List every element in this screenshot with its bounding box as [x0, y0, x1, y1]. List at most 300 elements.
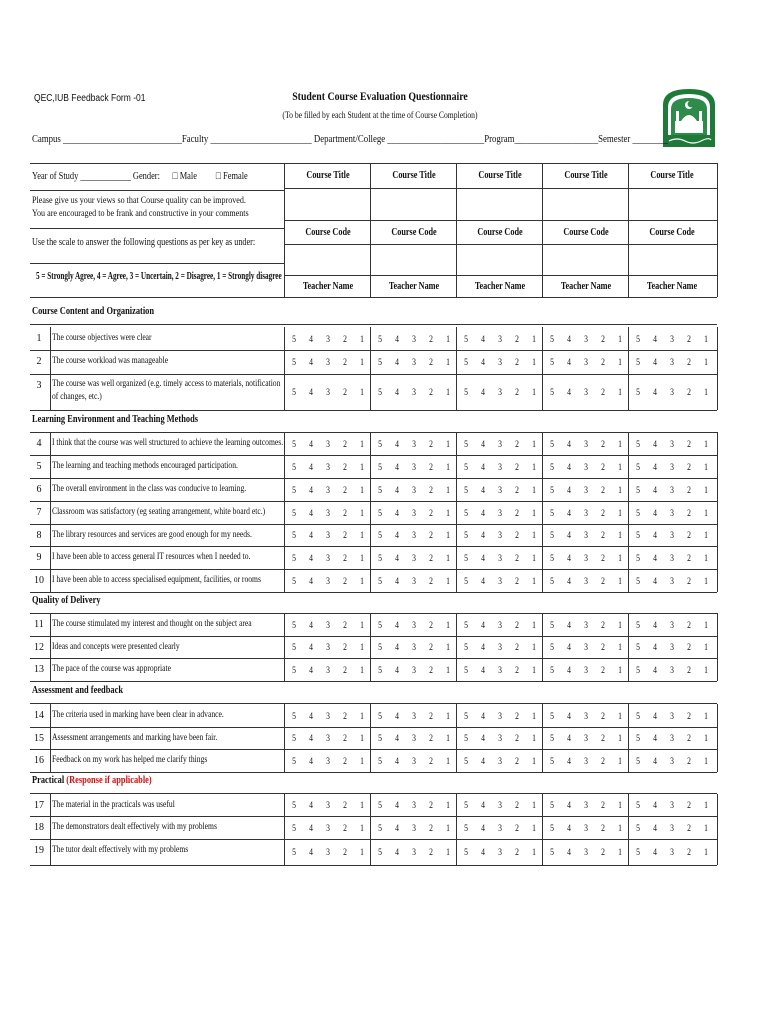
scale-option-3[interactable]: 3 — [584, 711, 588, 721]
scale-option-1[interactable]: 1 — [704, 665, 708, 675]
scale-option-3[interactable]: 3 — [584, 387, 588, 397]
scale-option-3[interactable]: 3 — [326, 620, 330, 630]
scale-option-3[interactable]: 3 — [498, 334, 502, 344]
scale-option-4[interactable]: 4 — [395, 387, 399, 397]
scale-option-5[interactable]: 5 — [636, 800, 640, 810]
scale-option-2[interactable]: 2 — [687, 462, 691, 472]
scale-option-5[interactable]: 5 — [550, 665, 554, 675]
scale-option-3[interactable]: 3 — [326, 508, 330, 518]
scale-option-2[interactable]: 2 — [343, 334, 347, 344]
scale-option-4[interactable]: 4 — [309, 665, 313, 675]
scale-option-3[interactable]: 3 — [670, 439, 674, 449]
scale-option-2[interactable]: 2 — [687, 530, 691, 540]
scale-option-1[interactable]: 1 — [618, 620, 622, 630]
scale-option-5[interactable]: 5 — [636, 620, 640, 630]
scale-option-5[interactable]: 5 — [292, 733, 296, 743]
scale-option-2[interactable]: 2 — [343, 756, 347, 766]
scale-option-2[interactable]: 2 — [429, 387, 433, 397]
scale-option-5[interactable]: 5 — [378, 387, 382, 397]
scale-option-4[interactable]: 4 — [309, 733, 313, 743]
scale-option-3[interactable]: 3 — [498, 357, 502, 367]
course-title-input[interactable] — [461, 191, 539, 217]
scale-option-3[interactable]: 3 — [498, 530, 502, 540]
course-code-input[interactable] — [633, 246, 711, 272]
scale-option-4[interactable]: 4 — [395, 665, 399, 675]
scale-option-1[interactable]: 1 — [704, 711, 708, 721]
scale-option-4[interactable]: 4 — [567, 553, 571, 563]
scale-option-3[interactable]: 3 — [584, 800, 588, 810]
scale-option-3[interactable]: 3 — [326, 485, 330, 495]
scale-option-4[interactable]: 4 — [567, 823, 571, 833]
scale-option-2[interactable]: 2 — [515, 847, 519, 857]
scale-option-3[interactable]: 3 — [412, 756, 416, 766]
scale-option-1[interactable]: 1 — [446, 357, 450, 367]
scale-option-3[interactable]: 3 — [670, 485, 674, 495]
scale-option-3[interactable]: 3 — [670, 823, 674, 833]
scale-option-4[interactable]: 4 — [395, 439, 399, 449]
scale-option-4[interactable]: 4 — [309, 357, 313, 367]
course-code-input[interactable] — [375, 246, 453, 272]
scale-option-5[interactable]: 5 — [550, 800, 554, 810]
course-code-input[interactable] — [461, 246, 539, 272]
scale-option-5[interactable]: 5 — [464, 576, 468, 586]
scale-option-3[interactable]: 3 — [584, 508, 588, 518]
scale-option-2[interactable]: 2 — [687, 665, 691, 675]
scale-option-5[interactable]: 5 — [636, 823, 640, 833]
scale-option-5[interactable]: 5 — [464, 711, 468, 721]
scale-option-5[interactable]: 5 — [636, 387, 640, 397]
scale-option-3[interactable]: 3 — [412, 439, 416, 449]
scale-option-1[interactable]: 1 — [446, 800, 450, 810]
scale-option-5[interactable]: 5 — [292, 756, 296, 766]
scale-option-5[interactable]: 5 — [464, 847, 468, 857]
scale-option-2[interactable]: 2 — [515, 756, 519, 766]
scale-option-2[interactable]: 2 — [687, 733, 691, 743]
scale-option-4[interactable]: 4 — [309, 485, 313, 495]
scale-option-1[interactable]: 1 — [618, 387, 622, 397]
scale-option-5[interactable]: 5 — [292, 485, 296, 495]
scale-option-4[interactable]: 4 — [481, 485, 485, 495]
scale-option-2[interactable]: 2 — [687, 620, 691, 630]
scale-option-2[interactable]: 2 — [343, 800, 347, 810]
scale-option-1[interactable]: 1 — [704, 620, 708, 630]
scale-option-5[interactable]: 5 — [550, 357, 554, 367]
scale-option-3[interactable]: 3 — [326, 847, 330, 857]
scale-option-2[interactable]: 2 — [343, 665, 347, 675]
scale-option-2[interactable]: 2 — [515, 665, 519, 675]
course-title-input[interactable] — [375, 191, 453, 217]
scale-option-1[interactable]: 1 — [618, 462, 622, 472]
scale-option-1[interactable]: 1 — [532, 665, 536, 675]
scale-option-1[interactable]: 1 — [532, 462, 536, 472]
scale-option-2[interactable]: 2 — [515, 508, 519, 518]
scale-option-1[interactable]: 1 — [446, 553, 450, 563]
scale-option-1[interactable]: 1 — [532, 823, 536, 833]
scale-option-4[interactable]: 4 — [395, 357, 399, 367]
scale-option-3[interactable]: 3 — [412, 553, 416, 563]
scale-option-5[interactable]: 5 — [464, 387, 468, 397]
scale-option-5[interactable]: 5 — [378, 508, 382, 518]
course-code-input[interactable] — [547, 246, 625, 272]
scale-option-2[interactable]: 2 — [515, 711, 519, 721]
scale-option-2[interactable]: 2 — [343, 733, 347, 743]
scale-option-1[interactable]: 1 — [360, 357, 364, 367]
scale-option-1[interactable]: 1 — [532, 553, 536, 563]
scale-option-1[interactable]: 1 — [532, 756, 536, 766]
scale-option-1[interactable]: 1 — [446, 620, 450, 630]
scale-option-1[interactable]: 1 — [618, 711, 622, 721]
scale-option-4[interactable]: 4 — [567, 334, 571, 344]
scale-option-5[interactable]: 5 — [550, 553, 554, 563]
scale-option-2[interactable]: 2 — [601, 733, 605, 743]
scale-option-1[interactable]: 1 — [618, 439, 622, 449]
scale-option-2[interactable]: 2 — [343, 620, 347, 630]
scale-option-5[interactable]: 5 — [550, 642, 554, 652]
scale-option-4[interactable]: 4 — [309, 553, 313, 563]
scale-option-2[interactable]: 2 — [687, 439, 691, 449]
scale-option-4[interactable]: 4 — [567, 576, 571, 586]
scale-option-4[interactable]: 4 — [567, 357, 571, 367]
scale-option-3[interactable]: 3 — [326, 733, 330, 743]
scale-option-3[interactable]: 3 — [670, 462, 674, 472]
scale-option-5[interactable]: 5 — [464, 642, 468, 652]
scale-option-3[interactable]: 3 — [584, 553, 588, 563]
scale-option-3[interactable]: 3 — [584, 576, 588, 586]
scale-option-4[interactable]: 4 — [481, 439, 485, 449]
scale-option-1[interactable]: 1 — [360, 530, 364, 540]
scale-option-5[interactable]: 5 — [292, 800, 296, 810]
scale-option-3[interactable]: 3 — [498, 642, 502, 652]
scale-option-1[interactable]: 1 — [618, 823, 622, 833]
scale-option-3[interactable]: 3 — [412, 800, 416, 810]
scale-option-3[interactable]: 3 — [670, 620, 674, 630]
scale-option-1[interactable]: 1 — [618, 553, 622, 563]
scale-option-4[interactable]: 4 — [653, 439, 657, 449]
scale-option-2[interactable]: 2 — [601, 334, 605, 344]
scale-option-4[interactable]: 4 — [567, 530, 571, 540]
scale-option-3[interactable]: 3 — [498, 800, 502, 810]
scale-option-3[interactable]: 3 — [498, 485, 502, 495]
scale-option-1[interactable]: 1 — [704, 847, 708, 857]
scale-option-2[interactable]: 2 — [429, 508, 433, 518]
scale-option-1[interactable]: 1 — [360, 823, 364, 833]
scale-option-3[interactable]: 3 — [498, 665, 502, 675]
scale-option-2[interactable]: 2 — [429, 847, 433, 857]
scale-option-3[interactable]: 3 — [412, 642, 416, 652]
scale-option-1[interactable]: 1 — [532, 576, 536, 586]
scale-option-5[interactable]: 5 — [378, 800, 382, 810]
scale-option-5[interactable]: 5 — [550, 576, 554, 586]
scale-option-1[interactable]: 1 — [360, 733, 364, 743]
scale-option-4[interactable]: 4 — [653, 800, 657, 810]
scale-option-2[interactable]: 2 — [515, 387, 519, 397]
scale-option-2[interactable]: 2 — [601, 756, 605, 766]
scale-option-1[interactable]: 1 — [532, 387, 536, 397]
scale-option-5[interactable]: 5 — [464, 530, 468, 540]
scale-option-4[interactable]: 4 — [653, 553, 657, 563]
scale-option-4[interactable]: 4 — [309, 800, 313, 810]
scale-option-1[interactable]: 1 — [532, 530, 536, 540]
scale-option-5[interactable]: 5 — [636, 530, 640, 540]
scale-option-3[interactable]: 3 — [498, 823, 502, 833]
scale-option-5[interactable]: 5 — [292, 508, 296, 518]
scale-option-4[interactable]: 4 — [309, 642, 313, 652]
scale-option-2[interactable]: 2 — [343, 439, 347, 449]
scale-option-4[interactable]: 4 — [309, 756, 313, 766]
scale-option-3[interactable]: 3 — [412, 665, 416, 675]
scale-option-4[interactable]: 4 — [567, 733, 571, 743]
scale-option-3[interactable]: 3 — [498, 387, 502, 397]
scale-option-1[interactable]: 1 — [360, 387, 364, 397]
scale-option-2[interactable]: 2 — [429, 823, 433, 833]
scale-option-1[interactable]: 1 — [618, 733, 622, 743]
scale-option-5[interactable]: 5 — [636, 334, 640, 344]
scale-option-2[interactable]: 2 — [515, 576, 519, 586]
scale-option-1[interactable]: 1 — [446, 508, 450, 518]
scale-option-3[interactable]: 3 — [498, 553, 502, 563]
scale-option-3[interactable]: 3 — [412, 357, 416, 367]
scale-option-1[interactable]: 1 — [360, 847, 364, 857]
scale-option-2[interactable]: 2 — [515, 439, 519, 449]
scale-option-4[interactable]: 4 — [395, 576, 399, 586]
scale-option-1[interactable]: 1 — [618, 576, 622, 586]
scale-option-5[interactable]: 5 — [292, 665, 296, 675]
scale-option-1[interactable]: 1 — [446, 756, 450, 766]
scale-option-5[interactable]: 5 — [378, 439, 382, 449]
scale-option-5[interactable]: 5 — [464, 620, 468, 630]
scale-option-4[interactable]: 4 — [309, 462, 313, 472]
scale-option-1[interactable]: 1 — [704, 508, 708, 518]
scale-option-3[interactable]: 3 — [498, 439, 502, 449]
scale-option-2[interactable]: 2 — [429, 462, 433, 472]
scale-option-4[interactable]: 4 — [481, 665, 485, 675]
scale-option-1[interactable]: 1 — [618, 665, 622, 675]
scale-option-2[interactable]: 2 — [429, 357, 433, 367]
scale-option-1[interactable]: 1 — [704, 334, 708, 344]
scale-option-5[interactable]: 5 — [292, 334, 296, 344]
scale-option-3[interactable]: 3 — [670, 847, 674, 857]
scale-option-4[interactable]: 4 — [653, 357, 657, 367]
scale-option-1[interactable]: 1 — [532, 711, 536, 721]
scale-option-5[interactable]: 5 — [636, 462, 640, 472]
scale-option-1[interactable]: 1 — [532, 800, 536, 810]
scale-option-4[interactable]: 4 — [481, 508, 485, 518]
scale-option-4[interactable]: 4 — [567, 711, 571, 721]
scale-option-3[interactable]: 3 — [670, 800, 674, 810]
scale-option-4[interactable]: 4 — [481, 620, 485, 630]
scale-option-5[interactable]: 5 — [378, 847, 382, 857]
scale-option-4[interactable]: 4 — [567, 508, 571, 518]
scale-option-3[interactable]: 3 — [584, 530, 588, 540]
scale-option-3[interactable]: 3 — [326, 800, 330, 810]
scale-option-4[interactable]: 4 — [395, 756, 399, 766]
scale-option-5[interactable]: 5 — [464, 357, 468, 367]
scale-option-2[interactable]: 2 — [515, 553, 519, 563]
scale-option-1[interactable]: 1 — [532, 642, 536, 652]
scale-option-3[interactable]: 3 — [326, 530, 330, 540]
scale-option-3[interactable]: 3 — [670, 387, 674, 397]
scale-option-1[interactable]: 1 — [446, 439, 450, 449]
scale-option-1[interactable]: 1 — [360, 756, 364, 766]
scale-option-2[interactable]: 2 — [601, 462, 605, 472]
scale-option-2[interactable]: 2 — [601, 665, 605, 675]
scale-option-4[interactable]: 4 — [567, 847, 571, 857]
scale-option-3[interactable]: 3 — [670, 576, 674, 586]
scale-option-2[interactable]: 2 — [687, 508, 691, 518]
scale-option-3[interactable]: 3 — [412, 823, 416, 833]
scale-option-4[interactable]: 4 — [309, 530, 313, 540]
scale-option-3[interactable]: 3 — [326, 711, 330, 721]
scale-option-2[interactable]: 2 — [343, 711, 347, 721]
scale-option-1[interactable]: 1 — [446, 823, 450, 833]
scale-option-4[interactable]: 4 — [481, 387, 485, 397]
scale-option-2[interactable]: 2 — [429, 642, 433, 652]
scale-option-4[interactable]: 4 — [481, 847, 485, 857]
scale-option-3[interactable]: 3 — [412, 485, 416, 495]
scale-option-2[interactable]: 2 — [429, 553, 433, 563]
scale-option-3[interactable]: 3 — [412, 847, 416, 857]
scale-option-4[interactable]: 4 — [481, 823, 485, 833]
scale-option-5[interactable]: 5 — [378, 642, 382, 652]
scale-option-3[interactable]: 3 — [326, 439, 330, 449]
scale-option-3[interactable]: 3 — [584, 334, 588, 344]
scale-option-2[interactable]: 2 — [429, 756, 433, 766]
scale-option-1[interactable]: 1 — [704, 439, 708, 449]
scale-option-5[interactable]: 5 — [636, 665, 640, 675]
scale-option-3[interactable]: 3 — [498, 576, 502, 586]
scale-option-1[interactable]: 1 — [704, 485, 708, 495]
scale-option-2[interactable]: 2 — [687, 642, 691, 652]
scale-option-2[interactable]: 2 — [687, 553, 691, 563]
scale-option-2[interactable]: 2 — [343, 847, 347, 857]
scale-option-1[interactable]: 1 — [704, 357, 708, 367]
scale-option-1[interactable]: 1 — [532, 439, 536, 449]
scale-option-1[interactable]: 1 — [704, 642, 708, 652]
scale-option-4[interactable]: 4 — [481, 756, 485, 766]
scale-option-2[interactable]: 2 — [601, 530, 605, 540]
scale-option-4[interactable]: 4 — [653, 334, 657, 344]
scale-option-1[interactable]: 1 — [446, 462, 450, 472]
scale-option-2[interactable]: 2 — [343, 508, 347, 518]
scale-option-2[interactable]: 2 — [601, 357, 605, 367]
scale-option-4[interactable]: 4 — [395, 711, 399, 721]
scale-option-5[interactable]: 5 — [464, 823, 468, 833]
scale-option-4[interactable]: 4 — [395, 800, 399, 810]
scale-option-4[interactable]: 4 — [309, 334, 313, 344]
scale-option-2[interactable]: 2 — [601, 711, 605, 721]
scale-option-1[interactable]: 1 — [618, 530, 622, 540]
scale-option-4[interactable]: 4 — [309, 620, 313, 630]
scale-option-5[interactable]: 5 — [292, 823, 296, 833]
course-code-input[interactable] — [289, 246, 367, 272]
scale-option-2[interactable]: 2 — [429, 576, 433, 586]
scale-option-1[interactable]: 1 — [618, 357, 622, 367]
scale-option-4[interactable]: 4 — [395, 485, 399, 495]
scale-option-1[interactable]: 1 — [704, 756, 708, 766]
scale-option-1[interactable]: 1 — [532, 334, 536, 344]
scale-option-2[interactable]: 2 — [515, 357, 519, 367]
scale-option-5[interactable]: 5 — [292, 357, 296, 367]
scale-option-3[interactable]: 3 — [498, 711, 502, 721]
scale-option-5[interactable]: 5 — [550, 485, 554, 495]
scale-option-3[interactable]: 3 — [326, 823, 330, 833]
scale-option-5[interactable]: 5 — [550, 711, 554, 721]
scale-option-5[interactable]: 5 — [292, 711, 296, 721]
scale-option-2[interactable]: 2 — [429, 711, 433, 721]
scale-option-1[interactable]: 1 — [532, 357, 536, 367]
scale-option-4[interactable]: 4 — [309, 387, 313, 397]
scale-option-2[interactable]: 2 — [515, 485, 519, 495]
scale-option-4[interactable]: 4 — [653, 462, 657, 472]
scale-option-2[interactable]: 2 — [429, 800, 433, 810]
scale-option-5[interactable]: 5 — [292, 642, 296, 652]
scale-option-1[interactable]: 1 — [446, 334, 450, 344]
form-fields-line[interactable]: Campus ___________________________Faculty _______________________ Department/College ______________________Program___________________Semester ________ — [32, 133, 668, 145]
scale-option-5[interactable]: 5 — [378, 462, 382, 472]
scale-option-5[interactable]: 5 — [636, 485, 640, 495]
scale-option-3[interactable]: 3 — [584, 357, 588, 367]
scale-option-5[interactable]: 5 — [550, 756, 554, 766]
scale-option-3[interactable]: 3 — [412, 711, 416, 721]
scale-option-3[interactable]: 3 — [584, 823, 588, 833]
scale-option-4[interactable]: 4 — [395, 823, 399, 833]
scale-option-5[interactable]: 5 — [636, 711, 640, 721]
scale-option-4[interactable]: 4 — [309, 439, 313, 449]
scale-option-4[interactable]: 4 — [567, 387, 571, 397]
scale-option-4[interactable]: 4 — [481, 530, 485, 540]
scale-option-5[interactable]: 5 — [550, 847, 554, 857]
scale-option-2[interactable]: 2 — [687, 800, 691, 810]
scale-option-4[interactable]: 4 — [653, 576, 657, 586]
scale-option-4[interactable]: 4 — [481, 462, 485, 472]
scale-option-5[interactable]: 5 — [292, 620, 296, 630]
scale-option-1[interactable]: 1 — [360, 485, 364, 495]
scale-option-2[interactable]: 2 — [601, 642, 605, 652]
scale-option-5[interactable]: 5 — [550, 462, 554, 472]
scale-option-5[interactable]: 5 — [292, 439, 296, 449]
scale-option-5[interactable]: 5 — [464, 439, 468, 449]
scale-option-5[interactable]: 5 — [550, 620, 554, 630]
scale-option-4[interactable]: 4 — [653, 733, 657, 743]
scale-option-2[interactable]: 2 — [515, 823, 519, 833]
scale-option-1[interactable]: 1 — [360, 620, 364, 630]
scale-option-3[interactable]: 3 — [412, 508, 416, 518]
scale-option-5[interactable]: 5 — [636, 553, 640, 563]
scale-option-3[interactable]: 3 — [326, 462, 330, 472]
scale-option-5[interactable]: 5 — [550, 508, 554, 518]
scale-option-4[interactable]: 4 — [567, 620, 571, 630]
scale-option-3[interactable]: 3 — [326, 665, 330, 675]
scale-option-1[interactable]: 1 — [360, 439, 364, 449]
scale-option-3[interactable]: 3 — [670, 357, 674, 367]
male-checkbox[interactable]: □ — [172, 171, 178, 182]
scale-option-2[interactable]: 2 — [343, 642, 347, 652]
scale-option-2[interactable]: 2 — [343, 553, 347, 563]
scale-option-2[interactable]: 2 — [601, 553, 605, 563]
scale-option-4[interactable]: 4 — [567, 485, 571, 495]
scale-option-3[interactable]: 3 — [326, 642, 330, 652]
scale-option-4[interactable]: 4 — [653, 642, 657, 652]
scale-option-5[interactable]: 5 — [378, 756, 382, 766]
scale-option-3[interactable]: 3 — [326, 553, 330, 563]
scale-option-4[interactable]: 4 — [309, 508, 313, 518]
scale-option-3[interactable]: 3 — [670, 711, 674, 721]
scale-option-1[interactable]: 1 — [618, 485, 622, 495]
scale-option-5[interactable]: 5 — [464, 334, 468, 344]
scale-option-3[interactable]: 3 — [584, 462, 588, 472]
scale-option-1[interactable]: 1 — [360, 462, 364, 472]
scale-option-5[interactable]: 5 — [464, 485, 468, 495]
